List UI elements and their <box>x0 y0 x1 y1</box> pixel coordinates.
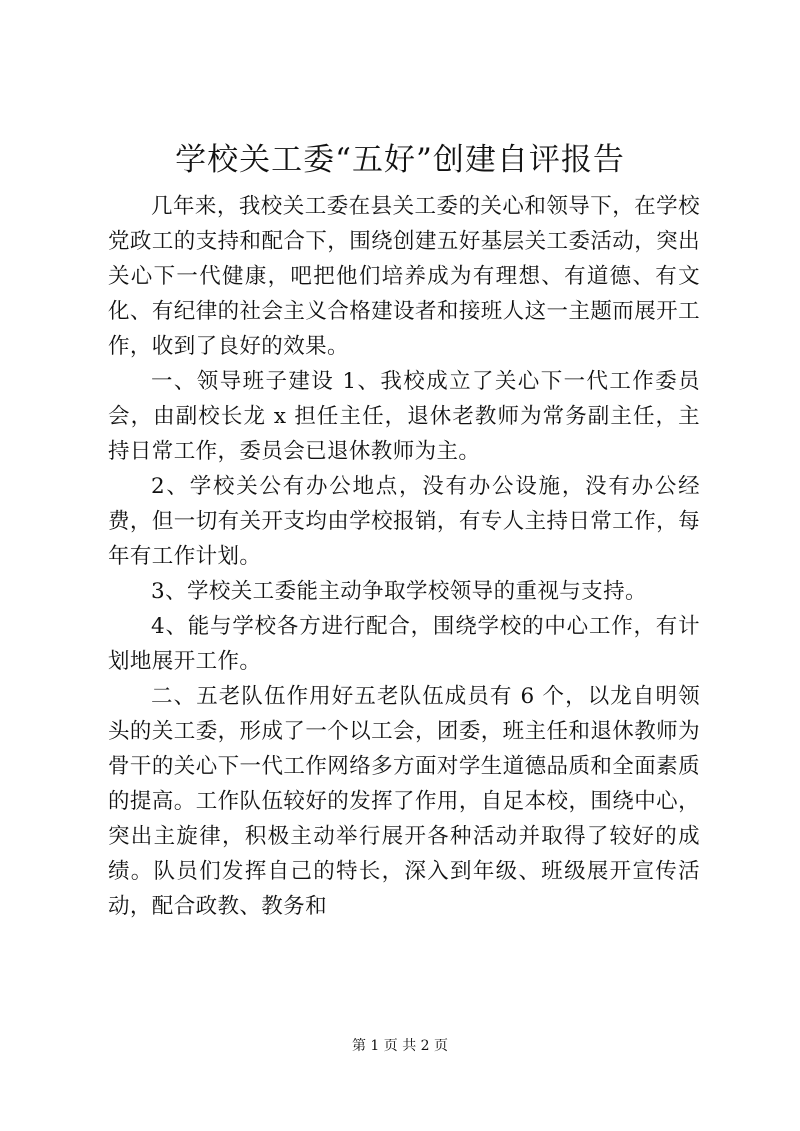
paragraph-leadership: 一、领导班子建设 1、我校成立了关心下一代工作委员会，由副校长龙 x 担任主任，退休老教师为常务副主任，主持日常工作，委员会已退休教师为主。 <box>108 369 700 464</box>
paragraph-intro: 几年来，我校关工委在县关工委的关心和领导下，在学校党政工的支持和配合下，围绕创建五好基层关工委活动，突出关心下一代健康，吧把他们培养成为有理想、有道德、有文化、有纪律的社会主义合格建设者和接班人这一主题而展开工作，收到了良好的效果。 <box>108 194 700 359</box>
document-body <box>108 189 700 924</box>
document-title: 学校关工委“五好”创建自评报告 <box>175 142 625 178</box>
paragraph-team: 二、五老队伍作用好五老队伍成员有 6 个，以龙自明领头的关工委，形成了一个以工会，团委，班主任和退休教师为骨干的关心下一代工作网络多方面对学生道德品质和全面素质的提高。工作队伍较好的发挥了作用，自足本校，围绕中心，突出主旋律，积极主动举行展开各种活动并取得了较好的成绩。队员们发挥自己的特长，深入到年级、班级展开宣传活动，配合政教、教务和 <box>108 684 700 919</box>
page-footer: 第 1 页 共 2 页 <box>351 1038 449 1054</box>
paragraph-office: 2、学校关公有办公地点，没有办公设施，没有办公经费，但一切有关开支均由学校报销，有专人主持日常工作，每年有工作计划。 <box>108 474 700 569</box>
paragraph-cooperation: 4、能与学校各方进行配合，围绕学校的中心工作，有计划地展开工作。 <box>108 614 700 674</box>
paragraph-support: 3、学校关工委能主动争取学校领导的重视与支持。 <box>151 579 647 604</box>
